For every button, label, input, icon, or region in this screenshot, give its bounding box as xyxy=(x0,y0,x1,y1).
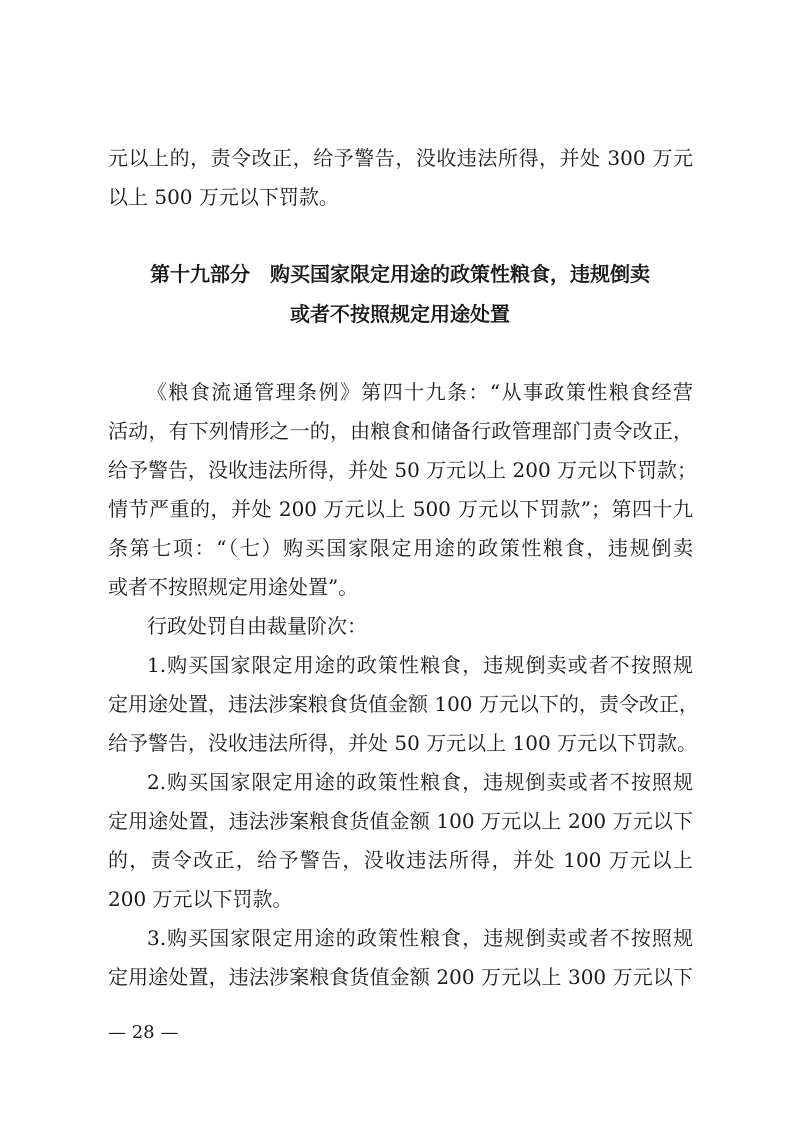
text-line: 元以上的，责令改正，给予警告，没收违法所得，并处 300 万元 xyxy=(108,146,693,170)
text-line: 3.购买国家限定用途的政策性粮食，违规倒卖或者不按照规 xyxy=(147,926,693,950)
text-line: 200 万元以下罚款。 xyxy=(108,887,293,911)
text-line: 给予警告，没收违法所得，并处 50 万元以上 200 万元以下罚款； xyxy=(108,458,698,482)
text-line: 的，责令改正，给予警告，没收违法所得，并处 100 万元以上 xyxy=(108,848,693,872)
text-line: 或者不按照规定用途处置”。 xyxy=(108,575,359,599)
page-number: — 28 — xyxy=(108,1022,179,1043)
heading-line: 第十九部分 购买国家限定用途的政策性粮食，违规倒卖 xyxy=(150,262,650,286)
heading-line: 或者不按照规定用途处置 xyxy=(290,302,510,326)
text-line: 活动，有下列情形之一的，由粮食和储备行政管理部门责令改正， xyxy=(108,419,693,443)
text-line: 给予警告，没收违法所得，并处 50 万元以上 100 万元以下罚款。 xyxy=(108,731,698,755)
text-line: 条第七项：“（七）购买国家限定用途的政策性粮食，违规倒卖 xyxy=(108,536,693,560)
text-line: 定用途处置，违法涉案粮食货值金额 100 万元以上 200 万元以下 xyxy=(108,809,693,833)
text-line: 2.购买国家限定用途的政策性粮食，违规倒卖或者不按照规 xyxy=(147,770,693,794)
text-line: 定用途处置，违法涉案粮食货值金额 100 万元以下的，责令改正， xyxy=(108,692,699,716)
text-line: 情节严重的，并处 200 万元以上 500 万元以下罚款”；第四十九 xyxy=(108,497,693,521)
text-line: 以上 500 万元以下罚款。 xyxy=(108,185,339,209)
text-line: 定用途处置，违法涉案粮食货值金额 200 万元以上 300 万元以下 xyxy=(108,965,693,989)
text-line: 《粮食流通管理条例》第四十九条：“从事政策性粮食经营 xyxy=(147,380,693,404)
text-line: 1.购买国家限定用途的政策性粮食，违规倒卖或者不按照规 xyxy=(147,653,693,677)
discretion-heading: 行政处罚自由裁量阶次： xyxy=(147,614,367,638)
